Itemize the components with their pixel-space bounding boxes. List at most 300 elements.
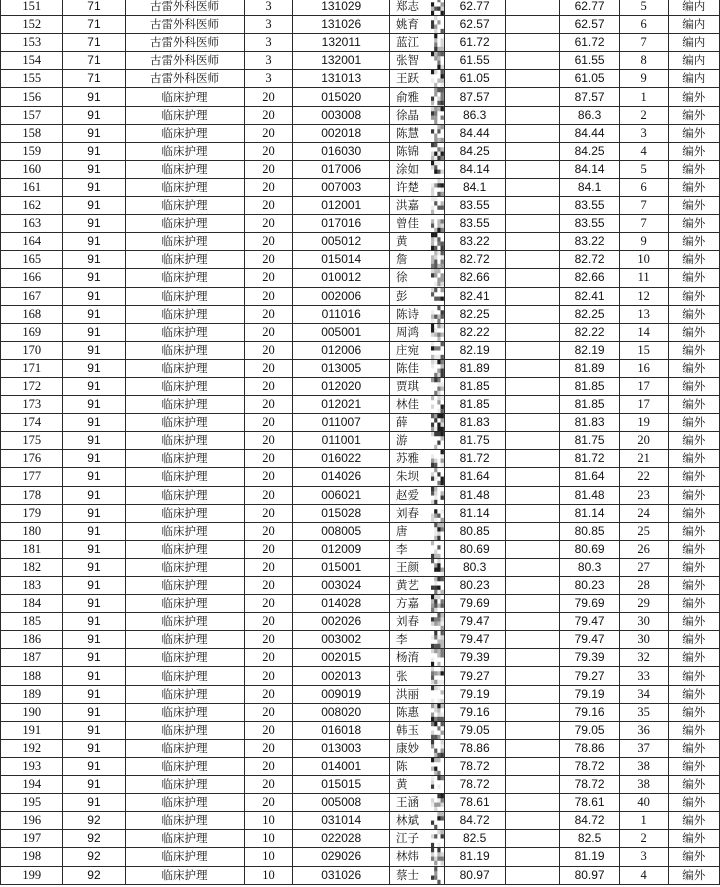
- rank-cell: 7: [619, 215, 668, 233]
- type-cell: 编外: [668, 757, 719, 775]
- type-cell: 编外: [668, 504, 719, 522]
- exam-no-cell: 005001: [293, 323, 390, 341]
- rank-cell: 13: [619, 305, 668, 323]
- total-cell: 84.25: [560, 142, 619, 160]
- count-cell: 20: [244, 468, 293, 486]
- score-cell: 82.25: [444, 305, 505, 323]
- blank-cell: [505, 468, 560, 486]
- position-cell: 临床护理: [125, 522, 244, 540]
- code-cell: 91: [63, 595, 125, 613]
- blank-cell: [505, 359, 560, 377]
- name-cell: 俞雅: [390, 88, 431, 106]
- name-cell: 朱坝: [390, 468, 431, 486]
- blank-cell: [505, 106, 560, 124]
- position-cell: 临床护理: [125, 377, 244, 395]
- redaction-mask: [431, 396, 444, 414]
- score-cell: 87.57: [444, 88, 505, 106]
- table-row: [1, 359, 720, 377]
- position-cell: 临床护理: [125, 577, 244, 595]
- redaction-mask: [431, 721, 444, 739]
- seq-cell: 170: [1, 341, 63, 359]
- count-cell: 20: [244, 595, 293, 613]
- blank-cell: [505, 377, 560, 395]
- exam-no-cell: 013005: [293, 359, 390, 377]
- count-cell: 20: [244, 450, 293, 468]
- redaction-mask: [431, 70, 444, 88]
- blank-cell: [505, 323, 560, 341]
- blank-cell: [505, 721, 560, 739]
- blank-cell: [505, 595, 560, 613]
- name-cell: 蔡士: [390, 866, 431, 884]
- name-cell: 周鸿: [390, 323, 431, 341]
- exam-no-cell: 007003: [293, 178, 390, 196]
- name-cell: 郑志: [390, 0, 431, 16]
- name-cell: 林炜: [390, 848, 431, 866]
- position-cell: 古雷外科医师: [125, 16, 244, 34]
- name-cell: 林斌: [390, 812, 431, 830]
- type-cell: 编外: [668, 233, 719, 251]
- pixel-mask-image: [431, 468, 444, 485]
- table-row: [1, 866, 720, 884]
- rank-cell: 25: [619, 522, 668, 540]
- table-row: [1, 323, 720, 341]
- rank-cell: 11: [619, 269, 668, 287]
- name-cell: 黄: [390, 233, 431, 251]
- name-cell: 王跃: [390, 70, 431, 88]
- count-cell: 20: [244, 794, 293, 812]
- blank-cell: [505, 70, 560, 88]
- type-cell: 编内: [668, 34, 719, 52]
- total-cell: 78.61: [560, 794, 619, 812]
- position-cell: 临床护理: [125, 486, 244, 504]
- score-cell: 83.22: [444, 233, 505, 251]
- rank-cell: 14: [619, 323, 668, 341]
- blank-cell: [505, 16, 560, 34]
- total-cell: 83.55: [560, 215, 619, 233]
- redaction-mask: [431, 794, 444, 812]
- score-cell: 81.85: [444, 377, 505, 395]
- table-row: [1, 251, 720, 269]
- code-cell: 92: [63, 848, 125, 866]
- seq-cell: 195: [1, 794, 63, 812]
- position-cell: 临床护理: [125, 450, 244, 468]
- redaction-mask: [431, 197, 444, 215]
- redaction-mask: [431, 613, 444, 631]
- score-cell: 78.72: [444, 757, 505, 775]
- count-cell: 20: [244, 251, 293, 269]
- count-cell: 20: [244, 142, 293, 160]
- redaction-mask: [431, 468, 444, 486]
- name-cell: 詹: [390, 251, 431, 269]
- total-cell: 80.69: [560, 540, 619, 558]
- exam-no-cell: 005012: [293, 233, 390, 251]
- position-cell: 临床护理: [125, 613, 244, 631]
- redaction-mask: [431, 160, 444, 178]
- total-cell: 81.72: [560, 450, 619, 468]
- pixel-mask-image: [431, 505, 444, 522]
- score-cell: 84.72: [444, 812, 505, 830]
- total-cell: 79.16: [560, 703, 619, 721]
- exam-no-cell: 131026: [293, 16, 390, 34]
- position-cell: 临床护理: [125, 866, 244, 884]
- blank-cell: [505, 269, 560, 287]
- exam-no-cell: 012020: [293, 377, 390, 395]
- name-cell: 洪嘉: [390, 197, 431, 215]
- type-cell: 编外: [668, 631, 719, 649]
- table-row: [1, 396, 720, 414]
- score-cell: 61.05: [444, 70, 505, 88]
- score-cell: 84.1: [444, 178, 505, 196]
- pixel-mask-image: [431, 667, 444, 684]
- rank-cell: 23: [619, 486, 668, 504]
- blank-cell: [505, 776, 560, 794]
- total-cell: 61.72: [560, 34, 619, 52]
- blank-cell: [505, 667, 560, 685]
- name-cell: 康妙: [390, 739, 431, 757]
- position-cell: 临床护理: [125, 178, 244, 196]
- rank-cell: 20: [619, 432, 668, 450]
- seq-cell: 162: [1, 197, 63, 215]
- rank-cell: 35: [619, 703, 668, 721]
- position-cell: 临床护理: [125, 595, 244, 613]
- total-cell: 81.85: [560, 396, 619, 414]
- score-cell: 62.57: [444, 16, 505, 34]
- count-cell: 20: [244, 377, 293, 395]
- total-cell: 83.22: [560, 233, 619, 251]
- pixel-mask-image: [431, 70, 444, 87]
- total-cell: 80.3: [560, 558, 619, 576]
- pixel-mask-image: [431, 740, 444, 757]
- position-cell: 临床护理: [125, 794, 244, 812]
- position-cell: 临床护理: [125, 323, 244, 341]
- position-cell: 临床护理: [125, 160, 244, 178]
- total-cell: 82.19: [560, 341, 619, 359]
- pixel-mask-image: [431, 613, 444, 630]
- score-cell: 82.22: [444, 323, 505, 341]
- seq-cell: 190: [1, 703, 63, 721]
- code-cell: 91: [63, 776, 125, 794]
- total-cell: 83.55: [560, 197, 619, 215]
- position-cell: 临床护理: [125, 703, 244, 721]
- position-cell: 临床护理: [125, 739, 244, 757]
- position-cell: 古雷外科医师: [125, 70, 244, 88]
- total-cell: 78.72: [560, 757, 619, 775]
- type-cell: 编内: [668, 52, 719, 70]
- code-cell: 91: [63, 486, 125, 504]
- rank-cell: 2: [619, 830, 668, 848]
- total-cell: 84.1: [560, 178, 619, 196]
- total-cell: 62.57: [560, 16, 619, 34]
- rank-cell: 27: [619, 558, 668, 576]
- blank-cell: [505, 215, 560, 233]
- rank-cell: 34: [619, 685, 668, 703]
- code-cell: 91: [63, 649, 125, 667]
- pixel-mask-image: [431, 487, 444, 504]
- code-cell: 71: [63, 52, 125, 70]
- code-cell: 91: [63, 88, 125, 106]
- score-cell: 81.14: [444, 504, 505, 522]
- redaction-mask: [431, 305, 444, 323]
- position-cell: 临床护理: [125, 197, 244, 215]
- type-cell: 编外: [668, 866, 719, 884]
- score-cell: 82.19: [444, 341, 505, 359]
- pixel-mask-image: [431, 649, 444, 666]
- total-cell: 84.72: [560, 812, 619, 830]
- code-cell: 91: [63, 287, 125, 305]
- code-cell: 92: [63, 830, 125, 848]
- code-cell: 92: [63, 866, 125, 884]
- redaction-mask: [431, 848, 444, 866]
- table-row: [1, 178, 720, 196]
- table-row: [1, 631, 720, 649]
- blank-cell: [505, 34, 560, 52]
- exam-no-cell: 002015: [293, 649, 390, 667]
- score-cell: 78.61: [444, 794, 505, 812]
- seq-cell: 180: [1, 522, 63, 540]
- blank-cell: [505, 577, 560, 595]
- code-cell: 91: [63, 631, 125, 649]
- pixel-mask-image: [431, 179, 444, 196]
- score-cell: 78.86: [444, 739, 505, 757]
- count-cell: 10: [244, 812, 293, 830]
- table-row: [1, 812, 720, 830]
- redaction-mask: [431, 52, 444, 70]
- count-cell: 10: [244, 830, 293, 848]
- table-row: [1, 124, 720, 142]
- seq-cell: 194: [1, 776, 63, 794]
- name-cell: 李: [390, 540, 431, 558]
- redaction-mask: [431, 631, 444, 649]
- table-row: [1, 721, 720, 739]
- table-row: [1, 486, 720, 504]
- redaction-mask: [431, 124, 444, 142]
- type-cell: 编外: [668, 540, 719, 558]
- rank-cell: 32: [619, 649, 668, 667]
- type-cell: 编外: [668, 685, 719, 703]
- pixel-mask-image: [431, 342, 444, 359]
- score-cell: 80.23: [444, 577, 505, 595]
- blank-cell: [505, 305, 560, 323]
- position-cell: 临床护理: [125, 757, 244, 775]
- code-cell: 91: [63, 160, 125, 178]
- total-cell: 81.85: [560, 377, 619, 395]
- name-cell: 庄宛: [390, 341, 431, 359]
- redaction-mask: [431, 269, 444, 287]
- name-cell: 彭: [390, 287, 431, 305]
- position-cell: 临床护理: [125, 305, 244, 323]
- code-cell: 91: [63, 106, 125, 124]
- exam-no-cell: 132011: [293, 34, 390, 52]
- score-cell: 79.47: [444, 631, 505, 649]
- table-row: [1, 504, 720, 522]
- pixel-mask-image: [431, 125, 444, 142]
- name-cell: 杨淯: [390, 649, 431, 667]
- type-cell: 编外: [668, 396, 719, 414]
- name-cell: 苏雅: [390, 450, 431, 468]
- score-cell: 79.39: [444, 649, 505, 667]
- rank-cell: 28: [619, 577, 668, 595]
- score-cell: 79.27: [444, 667, 505, 685]
- position-cell: 临床护理: [125, 359, 244, 377]
- pixel-mask-image: [431, 450, 444, 467]
- type-cell: 编外: [668, 812, 719, 830]
- total-cell: 82.66: [560, 269, 619, 287]
- seq-cell: 155: [1, 70, 63, 88]
- position-cell: 临床护理: [125, 540, 244, 558]
- count-cell: 20: [244, 341, 293, 359]
- table-row: [1, 739, 720, 757]
- table-row: [1, 830, 720, 848]
- type-cell: 编外: [668, 595, 719, 613]
- count-cell: 3: [244, 16, 293, 34]
- code-cell: 91: [63, 269, 125, 287]
- position-cell: 临床护理: [125, 396, 244, 414]
- exam-no-cell: 022028: [293, 830, 390, 848]
- seq-cell: 184: [1, 595, 63, 613]
- blank-cell: [505, 739, 560, 757]
- rank-cell: 29: [619, 595, 668, 613]
- blank-cell: [505, 830, 560, 848]
- seq-cell: 161: [1, 178, 63, 196]
- code-cell: 91: [63, 540, 125, 558]
- count-cell: 20: [244, 215, 293, 233]
- name-cell: 王涵: [390, 794, 431, 812]
- rank-cell: 1: [619, 88, 668, 106]
- score-cell: 83.55: [444, 215, 505, 233]
- name-cell: 徐晶: [390, 106, 431, 124]
- total-cell: 79.39: [560, 649, 619, 667]
- pixel-mask-image: [431, 830, 444, 847]
- rank-cell: 4: [619, 142, 668, 160]
- table-row: [1, 667, 720, 685]
- seq-cell: 197: [1, 830, 63, 848]
- blank-cell: [505, 88, 560, 106]
- count-cell: 20: [244, 414, 293, 432]
- pixel-mask-image: [431, 288, 444, 305]
- redaction-mask: [431, 106, 444, 124]
- seq-cell: 173: [1, 396, 63, 414]
- pixel-mask-image: [431, 16, 444, 33]
- name-cell: 李: [390, 631, 431, 649]
- code-cell: 91: [63, 251, 125, 269]
- code-cell: 91: [63, 468, 125, 486]
- redaction-mask: [431, 830, 444, 848]
- exam-no-cell: 008005: [293, 522, 390, 540]
- count-cell: 20: [244, 721, 293, 739]
- redaction-mask: [431, 432, 444, 450]
- exam-no-cell: 017016: [293, 215, 390, 233]
- total-cell: 79.69: [560, 595, 619, 613]
- exam-no-cell: 031026: [293, 866, 390, 884]
- pixel-mask-image: [431, 848, 444, 865]
- blank-cell: [505, 251, 560, 269]
- redaction-mask: [431, 287, 444, 305]
- table-body: [1, 0, 720, 884]
- count-cell: 20: [244, 432, 293, 450]
- total-cell: 80.23: [560, 577, 619, 595]
- exam-no-cell: 012021: [293, 396, 390, 414]
- pixel-mask-image: [431, 360, 444, 377]
- total-cell: 78.86: [560, 739, 619, 757]
- seq-cell: 171: [1, 359, 63, 377]
- count-cell: 20: [244, 540, 293, 558]
- count-cell: 20: [244, 649, 293, 667]
- table-row: [1, 540, 720, 558]
- name-cell: 张智: [390, 52, 431, 70]
- count-cell: 20: [244, 178, 293, 196]
- seq-cell: 175: [1, 432, 63, 450]
- type-cell: 编外: [668, 776, 719, 794]
- total-cell: 80.97: [560, 866, 619, 884]
- total-cell: 61.05: [560, 70, 619, 88]
- code-cell: 91: [63, 739, 125, 757]
- table-row: [1, 414, 720, 432]
- type-cell: 编外: [668, 558, 719, 576]
- count-cell: 20: [244, 160, 293, 178]
- rank-cell: 9: [619, 70, 668, 88]
- exam-no-cell: 011001: [293, 432, 390, 450]
- blank-cell: [505, 613, 560, 631]
- score-cell: 86.3: [444, 106, 505, 124]
- seq-cell: 181: [1, 540, 63, 558]
- total-cell: 79.47: [560, 631, 619, 649]
- rank-cell: 17: [619, 396, 668, 414]
- pixel-mask-image: [431, 197, 444, 214]
- total-cell: 81.48: [560, 486, 619, 504]
- pixel-mask-image: [431, 161, 444, 178]
- type-cell: 编外: [668, 848, 719, 866]
- blank-cell: [505, 522, 560, 540]
- score-cell: 84.25: [444, 142, 505, 160]
- name-cell: 蓝江: [390, 34, 431, 52]
- score-cell: 83.55: [444, 197, 505, 215]
- exam-no-cell: 012006: [293, 341, 390, 359]
- score-cell: 81.89: [444, 359, 505, 377]
- redaction-mask: [431, 414, 444, 432]
- count-cell: 20: [244, 269, 293, 287]
- total-cell: 62.77: [560, 0, 619, 16]
- redaction-mask: [431, 486, 444, 504]
- blank-cell: [505, 794, 560, 812]
- pixel-mask-image: [431, 34, 444, 51]
- code-cell: 91: [63, 721, 125, 739]
- name-cell: 陈: [390, 757, 431, 775]
- table-row: [1, 233, 720, 251]
- count-cell: 20: [244, 703, 293, 721]
- code-cell: 91: [63, 142, 125, 160]
- blank-cell: [505, 649, 560, 667]
- total-cell: 84.44: [560, 124, 619, 142]
- position-cell: 临床护理: [125, 468, 244, 486]
- pixel-mask-image: [431, 52, 444, 69]
- name-cell: 涂如: [390, 160, 431, 178]
- rank-cell: 5: [619, 160, 668, 178]
- redaction-mask: [431, 359, 444, 377]
- count-cell: 20: [244, 522, 293, 540]
- count-cell: 20: [244, 667, 293, 685]
- count-cell: 20: [244, 287, 293, 305]
- table-row: [1, 794, 720, 812]
- score-cell: 79.69: [444, 595, 505, 613]
- exam-no-cell: 015028: [293, 504, 390, 522]
- blank-cell: [505, 396, 560, 414]
- total-cell: 82.72: [560, 251, 619, 269]
- redaction-mask: [431, 776, 444, 794]
- table-row: [1, 287, 720, 305]
- pixel-mask-image: [431, 776, 444, 793]
- count-cell: 20: [244, 305, 293, 323]
- exam-no-cell: 015015: [293, 776, 390, 794]
